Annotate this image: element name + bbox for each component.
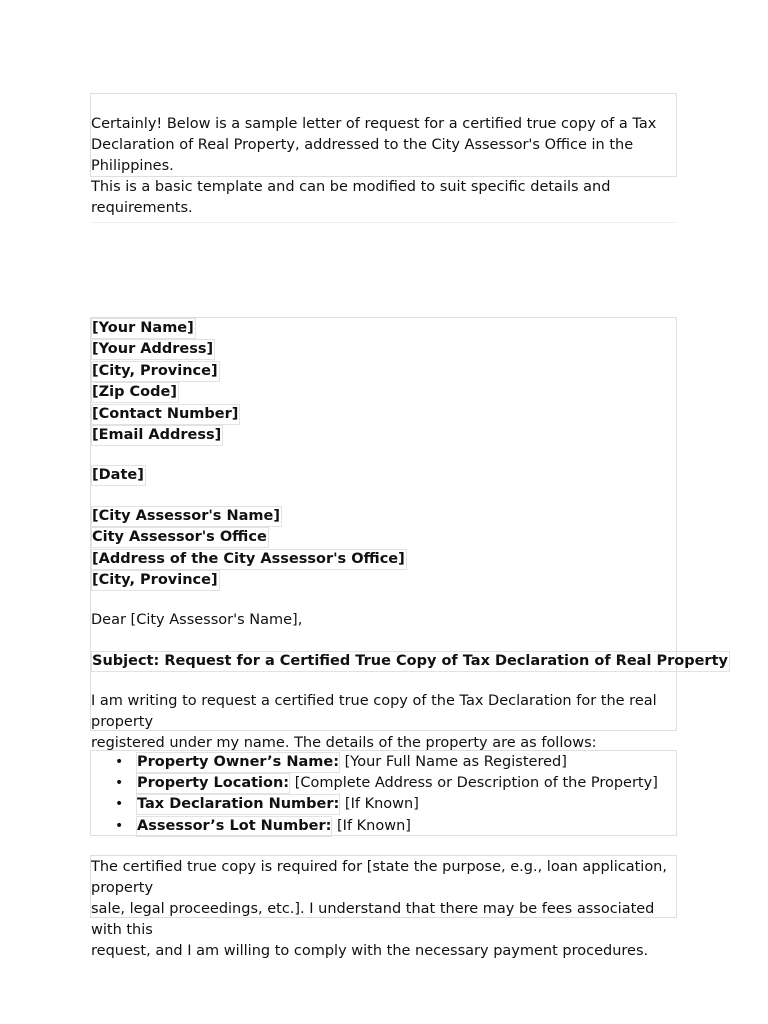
detail-label: Tax Declaration Number: [136,794,340,815]
sender-email: [Email Address] [91,425,223,446]
recipient-office: City Assessor's Office [91,527,269,548]
closing-line-1: The certified true copy is required for [state the purpose, e.g., loan application, property [91,859,667,896]
detail-label: Property Location: [136,773,290,794]
recipient-name: [City Assessor's Name] [91,506,282,527]
intro-line-3: This is a basic template and can be modified to suit specific details and requirements. [91,179,611,216]
letter-body [90,317,728,752]
sender-contact-number: [Contact Number] [91,404,240,425]
detail-label: Property Owner’s Name: [136,752,340,773]
list-item [115,794,676,815]
sender-zip-code: [Zip Code] [91,382,179,403]
subject-line: Subject: Request for a Certified True Copy of Tax Declaration of Real Property [91,651,730,672]
detail-value: [Complete Address or Description of the Property] [290,775,658,792]
intro-paragraph [90,93,677,216]
closing-paragraph [90,855,677,959]
bullet-icon: • [115,775,124,792]
closing-line-2: sale, legal proceedings, etc.]. I understand that there may be fees associated with this [91,901,655,938]
closing-line-3: request, and I am willing to comply with the necessary payment procedures. [91,943,649,959]
list-item [115,816,676,837]
intro-line-1: Certainly! Below is a sample letter of request for a certified true copy of a Tax [91,116,657,132]
letter-date: [Date] [91,465,146,486]
property-details-list [90,750,677,836]
recipient-city-province: [City, Province] [91,570,220,591]
bullet-icon: • [115,754,124,770]
section-divider [90,222,677,223]
detail-value: [If Known] [332,817,411,834]
salutation: Dear [City Assessor's Name], [91,612,303,629]
detail-value: [If Known] [340,796,419,813]
bullet-icon: • [115,796,124,813]
sender-city-province: [City, Province] [91,361,220,382]
bullet-icon: • [115,817,124,834]
intro-line-2: Declaration of Real Property, addressed to the City Assessor's Office in the Philippines. [91,137,634,174]
body-intro-line-2: registered under my name. The details of the property are as follows: [91,735,597,752]
detail-label: Assessor’s Lot Number: [136,816,332,837]
detail-value: [Your Full Name as Registered] [340,754,567,770]
sender-address: [Your Address] [91,339,215,360]
list-item [115,752,676,773]
list-item [115,773,676,794]
body-intro-line-1: I am writing to request a certified true copy of the Tax Declaration for the real property [91,693,657,731]
sender-name: [Your Name] [91,318,196,339]
recipient-address: [Address of the City Assessor's Office] [91,549,407,570]
